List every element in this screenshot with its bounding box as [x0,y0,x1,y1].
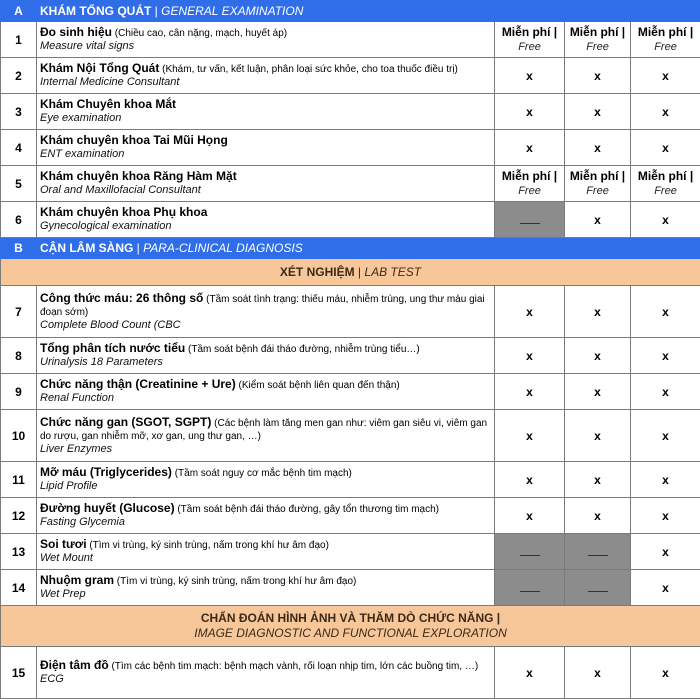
row-number: 14 [1,570,37,606]
free-label: Miễn phí | [637,24,694,39]
free-label-en: Free [518,40,541,53]
service-description [37,647,495,699]
free-label-en: Free [518,184,541,197]
not-included-mark [520,555,540,556]
package-cell-included: x [631,94,700,130]
service-description [37,94,495,130]
section-title [37,238,700,259]
table-row [1,647,700,699]
package-cell-included: x [631,570,700,606]
not-included-mark [588,591,608,592]
service-detail: (Tầm soát bệnh đái tháo đường, nhiễm trùng tiểu…) [188,344,420,355]
service-name-en: Wet Prep [40,588,86,600]
service-detail: (Tầm soát nguy cơ mắc bệnh tim mạch) [174,468,352,479]
section-title-vn: KHÁM TỔNG QUÁT [40,4,152,18]
row-number: 4 [1,130,37,166]
package-cell-included: x [631,647,700,699]
service-name-en: Oral and Maxillofacial Consultant [40,184,201,196]
service-name: Mỡ máu (Triglycerides) [40,465,172,479]
package-cell-included: x [565,286,631,338]
package-cell-free [565,166,631,202]
table-row [1,374,700,410]
service-name-en: Measure vital signs [40,40,135,52]
section-header [1,238,700,259]
table-row [1,286,700,338]
row-number: 1 [1,22,37,58]
service-name: Tổng phân tích nước tiểu [40,341,186,355]
table-row [1,202,700,238]
package-cell-not-included [495,570,565,606]
separator: | [151,4,162,18]
package-cell-included: x [565,58,631,94]
section-title-en: PARA-CLINICAL DIAGNOSIS [143,241,303,255]
package-cell-not-included [495,202,565,238]
service-name-en: Fasting Glycemia [40,516,125,528]
service-name: Đo sinh hiệu [40,25,112,39]
service-description [37,58,495,94]
package-cell-included: x [565,338,631,374]
service-detail: (Chiều cao, cân nặng, mạch, huyết áp) [114,28,288,39]
service-name: Đường huyết (Glucose) [40,501,175,515]
table-row [1,166,700,202]
package-cell-included: x [631,498,700,534]
package-cell-included: x [631,202,700,238]
service-name: Khám chuyên khoa Răng Hàm Mặt [40,169,237,183]
separator: | [354,265,365,279]
free-label: Miễn phí | [501,168,558,183]
free-label-en: Free [586,184,609,197]
package-cell-included: x [565,94,631,130]
package-cell-included: x [631,410,700,462]
table-row [1,410,700,462]
free-label: Miễn phí | [637,168,694,183]
package-cell-included: x [565,647,631,699]
row-number: 12 [1,498,37,534]
package-cell-included: x [631,338,700,374]
row-number: 6 [1,202,37,238]
package-cell-included: x [631,534,700,570]
service-name-en: Liver Enzymes [40,442,113,455]
service-name-en: Renal Function [40,392,114,404]
service-name-en: Gynecological examination [40,220,172,232]
service-detail: (Tìm vi trùng, ký sinh trùng, nấm trong khí hư âm đạo) [89,540,329,551]
subsection-title-en: LAB TEST [364,265,422,279]
service-name-en: Internal Medicine Consultant [40,76,180,88]
package-cell-included: x [495,94,565,130]
subsection-title [1,606,700,647]
row-number: 9 [1,374,37,410]
table-row [1,498,700,534]
package-cell-included: x [565,202,631,238]
package-cell-not-included [495,534,565,570]
service-detail: (Kiểm soát bệnh liên quan đến thận) [238,380,400,391]
service-name: Soi tươi [40,537,87,551]
package-cell-included: x [495,410,565,462]
free-label-en: Free [654,184,677,197]
package-cell-included: x [631,462,700,498]
subsection-title [1,259,700,286]
service-name: Khám Chuyên khoa Mắt [40,97,177,111]
row-number: 3 [1,94,37,130]
service-description [37,570,495,606]
not-included-mark [520,591,540,592]
service-name: Nhuộm gram [40,573,115,587]
service-name-en: Complete Blood Count (CBC [40,318,181,331]
table-row [1,130,700,166]
package-cell-included: x [631,286,700,338]
service-detail: (Khám, tư vấn, kết luận, phân loại sức khỏe, cho toa thuốc điều trị) [162,64,458,75]
row-number: 7 [1,286,37,338]
service-name-en: ENT examination [40,148,125,160]
package-cell-included: x [495,338,565,374]
package-cell-not-included [565,570,631,606]
table-row [1,338,700,374]
service-description [37,22,495,58]
row-number: 2 [1,58,37,94]
package-cell-free [565,22,631,58]
service-name-en: Eye examination [40,112,122,124]
table-row [1,462,700,498]
service-detail: (Tầm soát tình trạng: thiếu máu, nhiễm trùng, ung thư máu giai đoạn sớm) [40,293,485,318]
service-description [37,498,495,534]
service-name: Khám chuyên khoa Phụ khoa [40,205,208,219]
subsection-header [1,259,700,286]
row-number: 15 [1,647,37,699]
package-cell-included: x [495,374,565,410]
package-cell-included: x [631,58,700,94]
table-row [1,94,700,130]
section-title [37,1,700,22]
section-title-vn: CẬN LÂM SÀNG [40,241,134,255]
service-name: Chức năng gan (SGOT, SGPT) [40,414,212,429]
package-cell-included: x [495,498,565,534]
package-cell-free [495,22,565,58]
section-id: B [1,238,37,259]
service-detail: (Tìm các bệnh tim mạch: bệnh mạch vành, rối loạn nhịp tim, lớn các buồng tim, …) [111,661,479,672]
not-included-mark [520,223,540,224]
service-name-en: ECG [40,673,64,685]
subsection-title-vn: XÉT NGHIỆM [279,265,355,279]
service-description [37,286,495,338]
row-number: 8 [1,338,37,374]
subsection-title-en: IMAGE DIAGNOSTIC AND FUNCTIONAL EXPLORATION [194,626,507,640]
package-cell-included: x [631,130,700,166]
package-cell-included: x [565,462,631,498]
package-cell-included: x [565,374,631,410]
package-cell-included: x [495,286,565,338]
service-description [37,374,495,410]
service-name-en: Urinalysis 18 Parameters [40,356,163,368]
service-detail: (Tầm soát bệnh đái tháo đường, gây tổn thương tim mạch) [177,504,439,515]
section-header [1,1,700,22]
package-cell-included: x [495,462,565,498]
not-included-mark [588,555,608,556]
free-label: Miễn phí | [569,168,626,183]
service-description [37,534,495,570]
service-description [37,202,495,238]
free-label: Miễn phí | [569,24,626,39]
package-cell-not-included [565,534,631,570]
service-name-en: Wet Mount [40,552,93,564]
separator: | [133,241,144,255]
package-cell-included: x [565,410,631,462]
free-label-en: Free [586,40,609,53]
table-row [1,22,700,58]
service-name: Điện tâm đồ [40,658,109,672]
row-number: 11 [1,462,37,498]
subsection-title-vn: CHẨN ĐOÁN HÌNH ẢNH VÀ THĂM DÒ CHỨC NĂNG | [200,611,501,625]
table-row [1,570,700,606]
service-description [37,462,495,498]
package-cell-included: x [565,498,631,534]
package-cell-included: x [495,58,565,94]
service-name-en: Lipid Profile [40,480,98,492]
package-cell-included: x [495,130,565,166]
package-cell-included: x [631,374,700,410]
row-number: 13 [1,534,37,570]
package-cell-included: x [565,130,631,166]
service-detail: (Các bệnh làm tăng men gan như: viêm gan siêu vi, viêm gan do rượu, gan nhiễm mỡ, xơ gan, ung thư gan, …) [40,417,488,442]
service-description [37,166,495,202]
table-row [1,58,700,94]
package-cell-included: x [495,647,565,699]
service-name: Công thức máu: 26 thông số [40,290,204,305]
service-name: Khám chuyên khoa Tai Mũi Họng [40,133,228,147]
service-name: Khám Nội Tổng Quát [40,61,160,75]
service-description [37,130,495,166]
service-name: Chức năng thận (Creatinine + Ure) [40,377,236,391]
row-number: 10 [1,410,37,462]
section-id: A [1,1,37,22]
service-description [37,410,495,462]
package-cell-free [631,22,700,58]
free-label: Miễn phí | [501,24,558,39]
package-cell-free [495,166,565,202]
row-number: 5 [1,166,37,202]
table-row [1,534,700,570]
section-title-en: GENERAL EXAMINATION [161,4,304,18]
service-detail: (Tìm vi trùng, ký sinh trùng, nấm trong khí hư âm đạo) [116,576,357,587]
service-description [37,338,495,374]
subsection-header [1,606,700,647]
package-cell-free [631,166,700,202]
free-label-en: Free [654,40,677,53]
